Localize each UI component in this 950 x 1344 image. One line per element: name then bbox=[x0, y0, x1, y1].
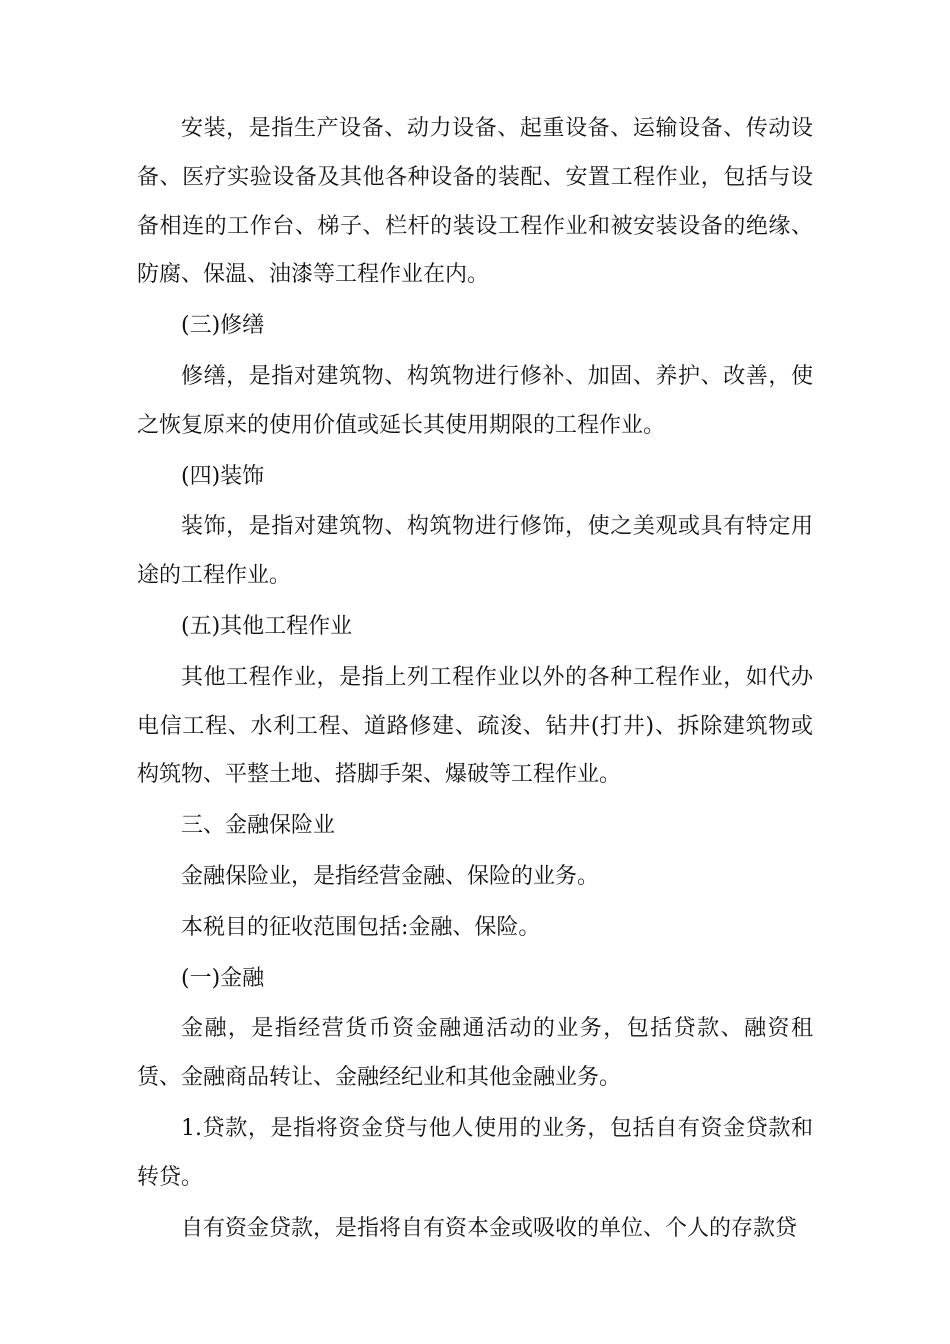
paragraph-decoration: 装饰，是指对建筑物、构筑物进行修饰，使之美观或具有特定用途的工程作业。 bbox=[137, 514, 813, 589]
paragraph-finance: 金融，是指经营货币资金融通活动的业务，包括贷款、融资租赁、金融商品转让、金融经纪业和其他金融业务。 bbox=[137, 1016, 813, 1091]
document-body bbox=[137, 105, 813, 1255]
heading-finance-insurance: 三、金融保险业 bbox=[181, 813, 336, 839]
paragraph-finance-insurance: 金融保险业，是指经营金融、保险的业务。 bbox=[181, 863, 600, 889]
heading-repair: (三)修缮 bbox=[181, 313, 265, 339]
heading-other-works: (五)其他工程作业 bbox=[181, 613, 353, 639]
paragraph-repair: 修缮，是指对建筑物、构筑物进行修补、加固、养护、改善，使之恢复原来的使用价值或延长其使用期限的工程作业。 bbox=[137, 363, 813, 438]
heading-finance: (一)金融 bbox=[181, 965, 265, 991]
paragraph-own-funds-loans: 自有资金贷款，是指将自有资本金或吸收的单位、个人的存款贷 bbox=[181, 1215, 798, 1241]
heading-decoration: (四)装饰 bbox=[181, 463, 265, 489]
paragraph-tax-scope: 本税目的征收范围包括:金融、保险。 bbox=[181, 914, 541, 940]
paragraph-loans: 1.贷款，是指将资金贷与他人使用的业务，包括自有资金贷款和转贷。 bbox=[137, 1115, 813, 1190]
paragraph-other-works: 其他工程作业，是指上列工程作业以外的各种工程作业，如代办电信工程、水利工程、道路修建、疏浚、钻井(打井)、拆除建筑物或构筑物、平整土地、搭脚手架、爆破等工程作业。 bbox=[137, 664, 813, 788]
paragraph-installation: 安装，是指生产设备、动力设备、起重设备、运输设备、传动设备、医疗实验设备及其他各种设备的装配、安置工程作业，包括与设备相连的工作台、梯子、栏杆的装设工程作业和被安装设备的绝缘、防腐、保温、油漆等工程作业在内。 bbox=[137, 116, 813, 288]
